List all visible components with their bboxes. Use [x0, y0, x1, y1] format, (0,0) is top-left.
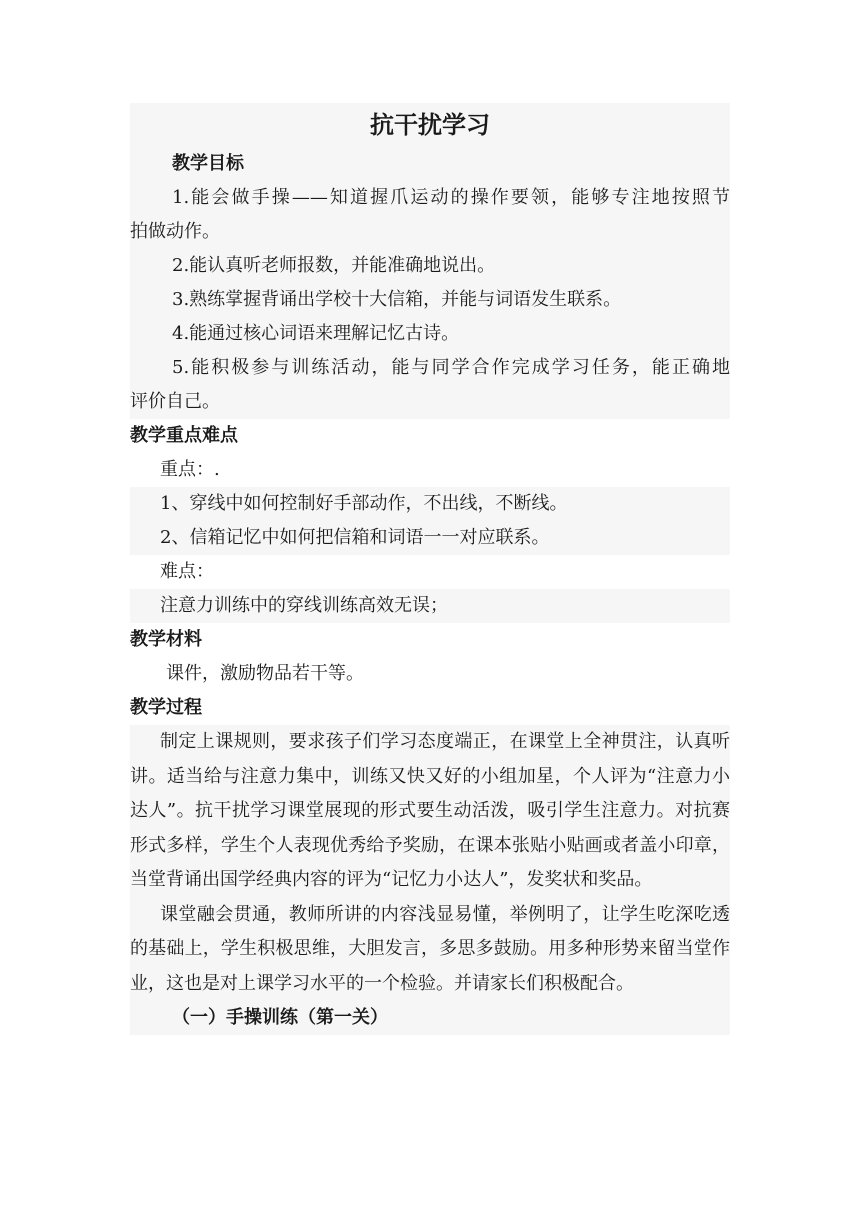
objective-item-1-line-1: 1.能会做手操——知道握爪运动的操作要领，能够专注地按照节 — [130, 181, 730, 215]
objective-item-1-line-2: 拍做动作。 — [130, 215, 730, 249]
document-title: 抗干扰学习 — [130, 103, 730, 147]
process-heading: 教学过程 — [130, 697, 202, 718]
key-points-heading: 教学重点难点 — [130, 425, 238, 446]
process-paragraph-2: 课堂融会贯通，教师所讲的内容浅显易懂，举例明了，让学生吃深吃透的基础上，学生积极思维，大胆发言，多思多鼓励。用多种形势来留当堂作业，这也是对上课学习水平的一个检验。并请家长们积极配合。 — [130, 898, 730, 1002]
objective-item-2: 2.能认真听老师报数，并能准确地说出。 — [130, 249, 730, 283]
materials-text: 课件，激励物品若干等。 — [166, 663, 364, 684]
objective-item-4: 4.能通过核心词语来理解记忆古诗。 — [130, 317, 730, 351]
focus-label: 重点：. — [160, 459, 220, 480]
document-page — [130, 103, 730, 1035]
focus-item-2: 2、信箱记忆中如何把信箱和词语一一对应联系。 — [130, 521, 730, 555]
objective-item-3: 3.熟练掌握背诵出学校十大信箱，并能与词语发生联系。 — [130, 283, 730, 317]
materials-heading: 教学材料 — [130, 629, 202, 650]
objective-item-5-line-2: 评价自己。 — [130, 385, 730, 419]
focus-item-1: 1、穿线中如何控制好手部动作，不出线，不断线。 — [130, 487, 730, 521]
difficulty-item-1: 注意力训练中的穿线训练高效无误； — [130, 589, 730, 623]
objective-item-5-line-1: 5.能积极参与训练活动，能与同学合作完成学习任务，能正确地 — [130, 351, 730, 385]
difficulty-label: 难点： — [160, 561, 214, 582]
objectives-heading: 教学目标 — [130, 147, 730, 181]
section-hand-exercise-heading: （一）手操训练（第一关） — [130, 1001, 730, 1035]
process-paragraph-1: 制定上课规则，要求孩子们学习态度端正，在课堂上全神贯注，认真听讲。适当给与注意力集中，训练又快又好的小组加星，个人评为“注意力小达人”。抗干扰学习课堂展现的形式要生动活泼，吸引学生注意力。对抗赛形式多样，学生个人表现优秀给予奖励，在课本张贴小贴画或者盖小印章，当堂背诵出国学经典内容的评为“记忆力小达人”，发奖状和奖品。 — [130, 725, 730, 898]
